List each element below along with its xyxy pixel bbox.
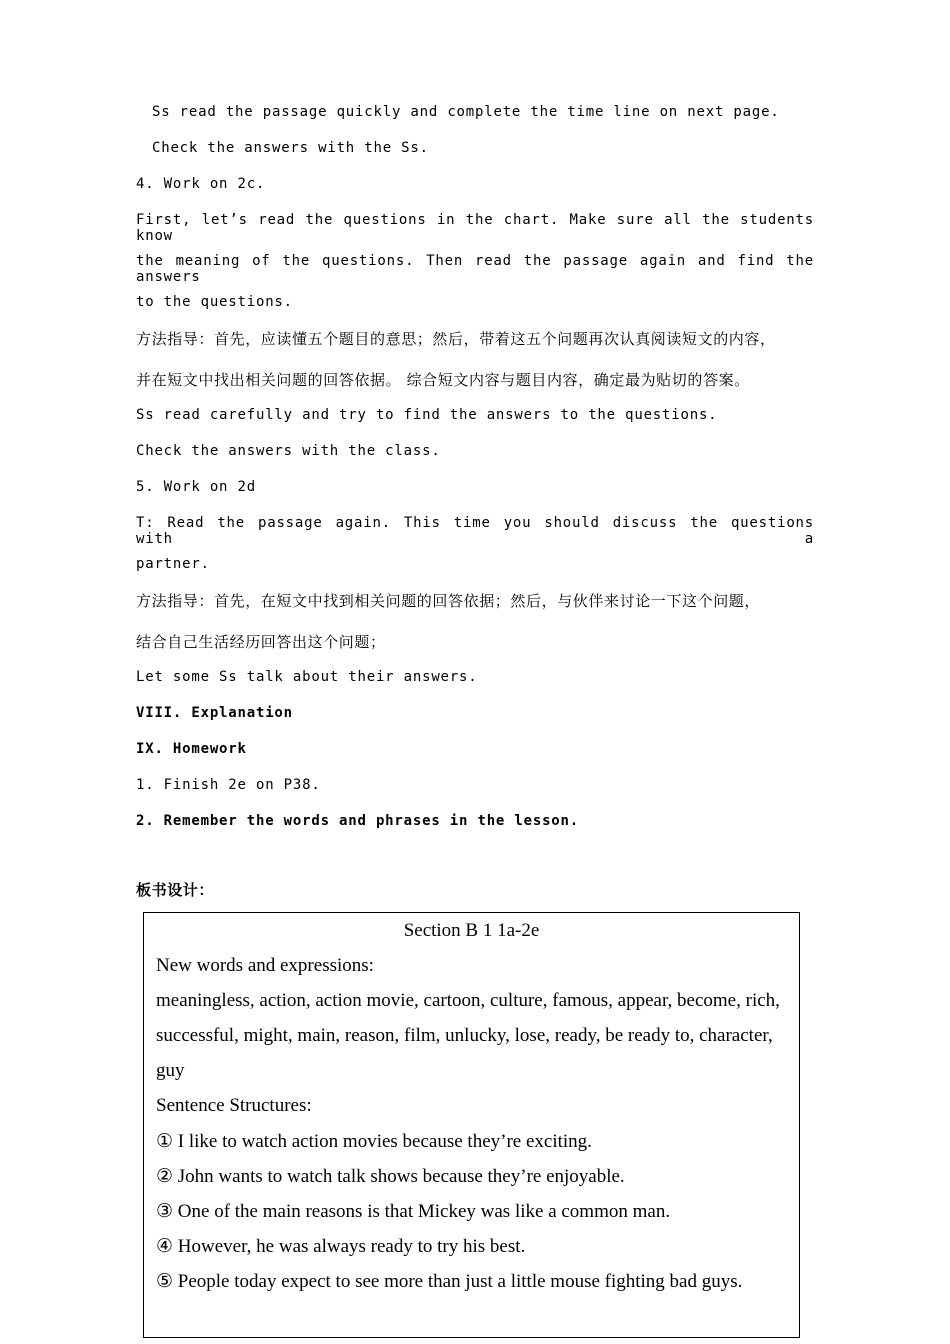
step5-method-line1: 方法指导：首先，在短文中找到相关问题的回答依据；然后，与伙伴来讨论一下这个问题，: [136, 592, 761, 610]
board-design-label: 板书设计：: [136, 881, 215, 899]
board-sentence-3: ③ One of the main reasons is that Mickey was like a common man.: [156, 1201, 671, 1222]
homework-item-2: 2. Remember the words and phrases in the lesson.: [136, 813, 579, 829]
board-words-heading: New words and expressions:: [156, 955, 374, 976]
board-design-box: [143, 912, 800, 1338]
board-sentence-2: ② John wants to watch talk shows because they’re enjoyable.: [156, 1166, 625, 1187]
board-structures-heading: Sentence Structures:: [156, 1095, 312, 1116]
board-sentence-5: ⑤ People today expect to see more than just a little mouse fighting bad guys.: [156, 1271, 743, 1292]
homework-item-1: 1. Finish 2e on P38.: [136, 777, 321, 793]
step5-para-line2: partner.: [136, 556, 210, 572]
step3-line1: Ss read the passage quickly and complete the time line on next page.: [152, 104, 780, 120]
step5-heading: 5. Work on 2d: [136, 479, 256, 495]
board-sentence-1: ① I like to watch action movies because they’re exciting.: [156, 1131, 592, 1152]
step4-method-line2: 并在短文中找出相关问题的回答依据。 综合短文内容与题目内容，确定最为贴切的答案。: [136, 371, 750, 389]
step4-para-line1: First, let’s read the questions in the chart. Make sure all the students know: [136, 212, 814, 244]
step3-line2: Check the answers with the Ss.: [152, 140, 429, 156]
step4-para-line3: to the questions.: [136, 294, 293, 310]
board-words-line2: successful, might, main, reason, film, unlucky, lose, ready, be ready to, character,: [156, 1025, 773, 1046]
board-title: Section B 1 1a-2e: [403, 920, 540, 941]
board-words-line1: meaningless, action, action movie, cartoon, culture, famous, appear, become, rich,: [156, 990, 780, 1011]
step4-heading: 4. Work on 2c.: [136, 176, 266, 192]
step4-method-line1: 方法指导：首先，应读懂五个题目的意思；然后，带着这五个问题再次认真阅读短文的内容，: [136, 330, 776, 348]
section-homework-heading: IX. Homework: [136, 741, 247, 757]
step4-para-line2: the meaning of the questions. Then read the passage again and find the answers: [136, 253, 814, 285]
step5-method-line2: 结合自己生活经历回答出这个问题；: [136, 633, 386, 651]
step4-ss-line: Ss read carefully and try to find the answers to the questions.: [136, 407, 718, 423]
section-explanation-heading: VIII. Explanation: [136, 705, 293, 721]
board-words-line3: guy: [156, 1060, 185, 1081]
board-sentence-4: ④ However, he was always ready to try his best.: [156, 1236, 526, 1257]
step4-check-line: Check the answers with the class.: [136, 443, 441, 459]
step5-para-line1: T: Read the passage again. This time you should discuss the questions with a: [136, 515, 814, 547]
step5-let-line: Let some Ss talk about their answers.: [136, 669, 478, 685]
